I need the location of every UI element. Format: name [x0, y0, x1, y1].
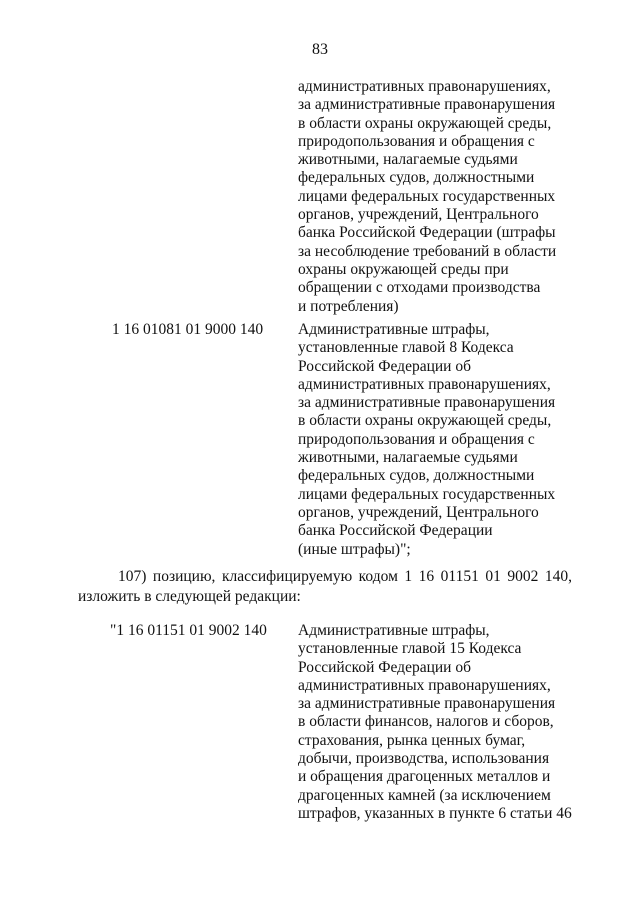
text-line: охраны окружающей среды при: [298, 260, 509, 278]
text-line: установленные главой 8 Кодекса: [298, 339, 514, 357]
paragraph-line: 107) позицию, классифицируемую кодом 1 16 01151 01 9002 140,: [118, 568, 572, 585]
text-line: лицами федеральных государственных: [298, 187, 556, 205]
text-line: федеральных судов, должностными: [298, 467, 535, 485]
text-line: в области охраны окружающей среды,: [298, 412, 552, 430]
text-line: установленные главой 15 Кодекса: [298, 640, 522, 658]
text-line: обращении с отходами производства: [298, 279, 541, 297]
text-line: лицами федеральных государственных: [298, 485, 556, 503]
entry-continuation-text: [298, 78, 568, 316]
text-line: административных правонарушениях,: [298, 676, 551, 694]
classification-description: [298, 321, 568, 559]
text-line: федеральных судов, должностными: [298, 169, 535, 187]
text-line: и обращения драгоценных металлов и: [298, 768, 551, 786]
text-line: штрафов, указанных в пункте 6 статьи 46: [298, 804, 572, 822]
text-line: (иные штрафы)";: [298, 540, 411, 558]
amendment-paragraph: [78, 567, 572, 606]
classification-code: "1 16 01151 01 9002 140: [110, 622, 267, 639]
text-line: животными, налагаемые судьями: [298, 151, 518, 169]
classification-description: [298, 622, 572, 823]
text-line: драгоценных камней (за исключением: [298, 786, 551, 804]
text-line: органов, учреждений, Центрального: [298, 206, 539, 224]
text-line: органов, учреждений, Центрального: [298, 503, 539, 521]
text-line: за административные правонарушения: [298, 394, 556, 412]
text-line: банка Российской Федерации (штрафы: [298, 224, 556, 242]
text-line: за административные правонарушения: [298, 96, 556, 114]
text-line: Административные штрафы,: [298, 321, 490, 338]
text-line: и потребления): [298, 297, 399, 315]
text-line: административных правонарушениях,: [298, 78, 551, 95]
paragraph-line: изложить в следующей редакции:: [78, 587, 301, 605]
text-line: административных правонарушениях,: [298, 375, 551, 393]
text-line: природопользования и обращения с: [298, 430, 535, 448]
text-line: за несоблюдение требований в области: [298, 242, 557, 260]
text-line: в области охраны окружающей среды,: [298, 114, 552, 132]
classification-code: 1 16 01081 01 9000 140: [112, 321, 264, 338]
text-line: за административные правонарушения: [298, 695, 556, 713]
text-line: страхования, рынка ценных бумаг,: [298, 731, 526, 749]
text-line: банка Российской Федерации: [298, 522, 493, 540]
text-line: животными, налагаемые судьями: [298, 449, 518, 467]
text-line: Российской Федерации об: [298, 658, 471, 676]
text-line: добычи, производства, использования: [298, 750, 550, 768]
page-number: 83: [312, 41, 328, 58]
text-line: в области финансов, налогов и сборов,: [298, 713, 554, 731]
text-line: Административные штрафы,: [298, 622, 490, 639]
text-line: природопользования и обращения с: [298, 132, 535, 150]
text-line: Российской Федерации об: [298, 357, 471, 375]
